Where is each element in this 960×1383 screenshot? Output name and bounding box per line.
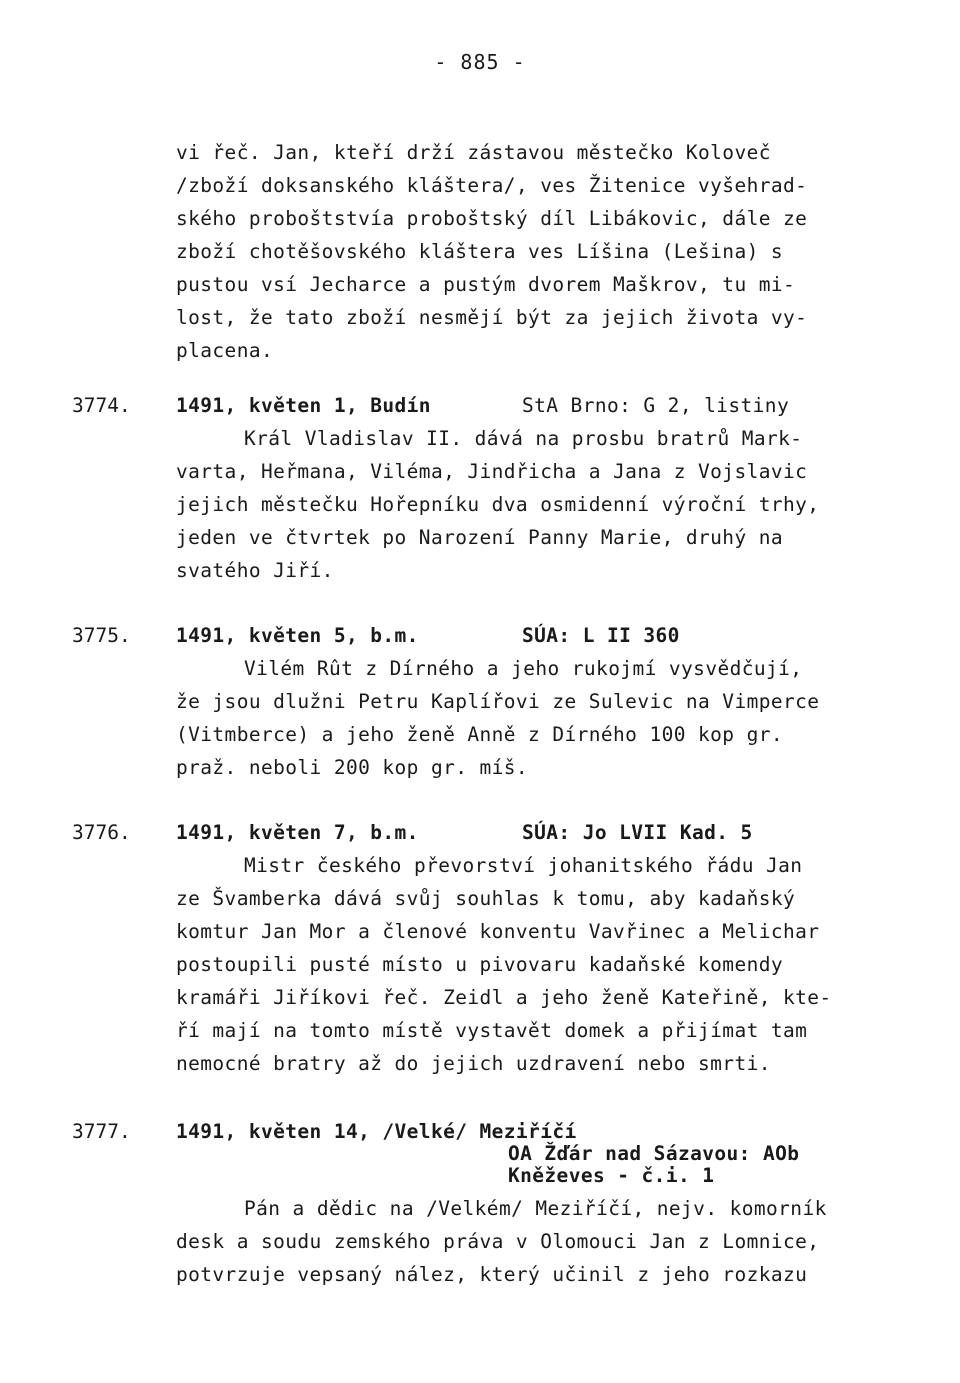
entry-text-line: ze Švamberka dává svůj souhlas k tomu, aby kadaňský (176, 887, 796, 910)
entry-text-line: jejich městečku Hořepníku dva osmidenní výroční trhy, (176, 493, 820, 516)
entry-text-line: postoupili pusté místo u pivovaru kadaňské komendy (176, 953, 783, 976)
entry-text-line: svatého Jiří. (176, 559, 334, 582)
entry-text-line: Vilém Rût z Dírného a jeho rukojmí vysvědčují, (244, 657, 803, 680)
intro-line: placena. (176, 339, 274, 362)
entry-text-line: jeden ve čtvrtek po Narození Panny Marie, druhý na (176, 526, 783, 549)
entry-number: 3775. (72, 624, 131, 647)
entry-text-line: Mistr českého převorství johanitského řádu Jan (244, 854, 803, 877)
entry-source: OA Žďár nad Sázavou: AOb (508, 1142, 800, 1165)
entry-text-line: že jsou dlužni Petru Kaplířovi ze Sulevic na Vimperce (176, 690, 820, 713)
entry-date: 1491, květen 7, b.m. (176, 821, 419, 844)
entry-source: Kněževes - č.i. 1 (508, 1164, 715, 1187)
page-number: - 885 - (434, 50, 526, 74)
intro-line: lost, že tato zboží nesmějí být za jejich života vy- (176, 306, 808, 329)
entry-number: 3777. (72, 1120, 131, 1143)
entry-text-line: varta, Heřmana, Viléma, Jindřicha a Jana z Vojslavic (176, 460, 808, 483)
entry-text-line: praž. neboli 200 kop gr. míš. (176, 756, 529, 779)
entry-text-line: kramáři Jiříkovi řeč. Zeidl a jeho ženě Kateřině, kte- (176, 986, 832, 1009)
entry-text-line: nemocné bratry až do jejich uzdravení nebo smrti. (176, 1052, 771, 1075)
entry-number: 3776. (72, 821, 131, 844)
entry-text-line: (Vitmberce) a jeho ženě Anně z Dírného 100 kop gr. (176, 723, 783, 746)
entry-source: StA Brno: G 2, listiny (522, 394, 790, 417)
entry-date: 1491, květen 14, /Velké/ Meziříčí (176, 1120, 577, 1143)
entry-text-line: Pán a dědic na /Velkém/ Meziříčí, nejv. komorník (244, 1197, 827, 1220)
intro-line: vi řeč. Jan, kteří drží zástavou městečko Koloveč (176, 141, 771, 164)
entry-number: 3774. (72, 394, 131, 417)
intro-line: pustou vsí Jecharce a pustým dvorem Maškrov, tu mi- (176, 273, 796, 296)
entry-date: 1491, květen 5, b.m. (176, 624, 419, 647)
entry-text-line: potvrzuje vepsaný nález, který učinil z jeho rozkazu (176, 1263, 808, 1286)
entry-source: SÚA: L II 360 (522, 624, 680, 647)
entry-text-line: desk a soudu zemského práva v Olomouci Jan z Lomnice, (176, 1230, 820, 1253)
entry-text-line: komtur Jan Mor a členové konventu Vavřinec a Melichar (176, 920, 820, 943)
entry-text-line: ří mají na tomto místě vystavět domek a přijímat tam (176, 1019, 808, 1042)
entry-text-line: Král Vladislav II. dává na prosbu bratrů Mark- (244, 427, 803, 450)
intro-line: /zboží doksanského kláštera/, ves Žitenice vyšehrad- (176, 174, 808, 197)
intro-line: zboží chotěšovského kláštera ves Líšina (Lešina) s (176, 240, 783, 263)
intro-line: ského proboštstvía proboštský díl Libákovic, dále ze (176, 207, 808, 230)
entry-source: SÚA: Jo LVII Kad. 5 (522, 821, 753, 844)
entry-date: 1491, květen 1, Budín (176, 394, 431, 417)
